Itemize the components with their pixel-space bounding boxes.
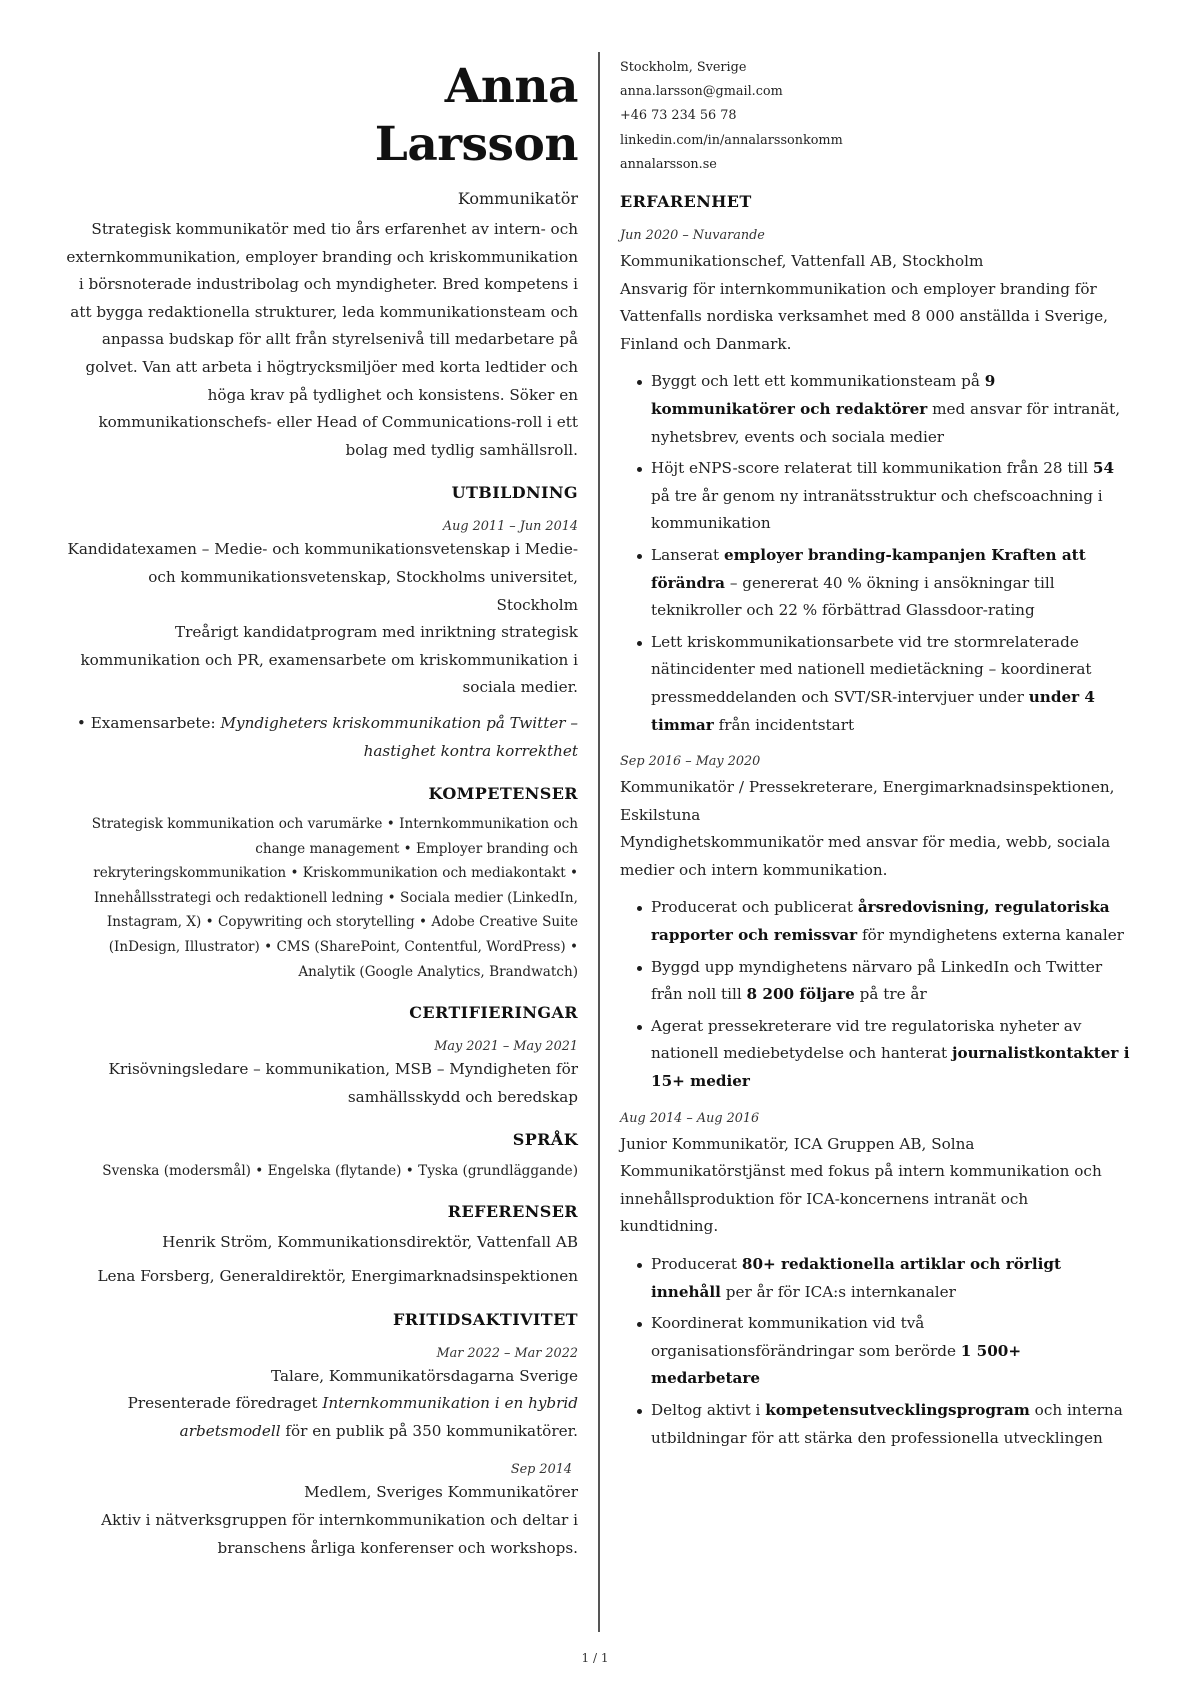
achievement-item bbox=[620, 1310, 1130, 1393]
leisure-date: Sep 2014 bbox=[510, 1462, 572, 1478]
achievement-text: Byggt och lett ett kommunikationsteam på bbox=[651, 372, 985, 391]
job-date: Jun 2020 – Nuvarande bbox=[620, 228, 765, 244]
job-date: Sep 2016 – May 2020 bbox=[620, 754, 761, 770]
achievement-item bbox=[620, 368, 1130, 451]
achievement-highlight: under 4 timmar bbox=[651, 687, 1095, 734]
achievement-text: för myndighetens externa kanaler bbox=[857, 926, 1124, 945]
achievement-text: – genererat 40 % ökning i ansökningar till teknikroller och 22 % förbättrad Glassdoor-rating bbox=[651, 573, 1055, 620]
leisure-desc-text: Presenterade föredraget bbox=[127, 1394, 323, 1413]
education-degree: Kandidatexamen – Medie- och kommunikationsvetenskap i Medie- och kommunikationsvetenskap, Stockholms universitet, Stockholm bbox=[67, 540, 578, 614]
job-role: Junior Kommunikatör, ICA Gruppen AB, Solna bbox=[620, 1134, 975, 1153]
languages-list: Svenska (modersmål) • Engelska (flytande) • Tyska (grundläggande) bbox=[102, 1163, 578, 1180]
job-achievements bbox=[620, 368, 1130, 739]
first-name: Anna bbox=[444, 59, 578, 114]
achievement-text: från incidentstart bbox=[713, 715, 855, 734]
certification-text: Krisövningsledare – kommunikation, MSB – Myndigheten för samhällsskydd och beredskap bbox=[108, 1060, 578, 1106]
reference-item: Lena Forsberg, Generaldirektör, Energimarknadsinspektionen bbox=[97, 1267, 578, 1286]
contact-phone: +46 73 234 56 78 bbox=[620, 108, 737, 124]
achievement-highlight: 1 500+ medarbetare bbox=[651, 1341, 1022, 1388]
left-column bbox=[66, 58, 578, 1562]
languages-heading: SPRÅK bbox=[512, 1130, 578, 1150]
achievement-highlight: journalistkontakter i 15+ medier bbox=[651, 1044, 1130, 1091]
job-description: Myndighetskommunikatör med ansvar för media, webb, sociala medier och intern kommunikation. bbox=[620, 833, 1111, 879]
job-role: Kommunikatör / Pressekreterare, Energimarknadsinspektionen, Eskilstuna bbox=[620, 778, 1115, 824]
job-description: Kommunikatörstjänst med fokus på intern kommunikation och innehållsproduktion för ICA-koncernens intranät och kundtidning. bbox=[620, 1162, 1102, 1236]
experience-entry bbox=[620, 1110, 1130, 1453]
achievement-text: Koordinerat kommunikation vid två organisationsförändringar som berörde bbox=[651, 1314, 961, 1360]
job-achievements bbox=[620, 894, 1130, 1095]
leisure-description bbox=[66, 1390, 578, 1445]
education-description: Treårigt kandidatprogram med inriktning strategisk kommunikation och PR, examensarbete om kriskommunikation i sociala medier. bbox=[80, 623, 578, 697]
achievement-text: Producerat och publicerat bbox=[651, 898, 858, 917]
column-divider bbox=[598, 52, 600, 1632]
achievement-highlight: 8 200 följare bbox=[746, 985, 855, 1004]
achievement-highlight: årsredovisning, regulatoriska rapporter och remissvar bbox=[651, 898, 1110, 945]
achievement-text: Deltog aktivt i bbox=[651, 1400, 766, 1419]
thesis-label: • Examensarbete: bbox=[76, 713, 221, 732]
achievement-text: Producerat bbox=[651, 1255, 742, 1274]
achievement-highlight: 54 bbox=[1092, 459, 1115, 478]
contact-website[interactable]: annalarsson.se bbox=[620, 156, 717, 172]
achievement-text: per år för ICA:s internkanaler bbox=[720, 1282, 956, 1301]
achievement-item bbox=[620, 1013, 1130, 1096]
achievement-text: och interna utbildningar för att stärka den professionella utvecklingen bbox=[651, 1400, 1123, 1447]
leisure-heading: FRITIDSAKTIVITET bbox=[393, 1309, 578, 1329]
certification-date: May 2021 – May 2021 bbox=[434, 1039, 578, 1055]
achievement-item bbox=[620, 954, 1130, 1009]
job-title: Kommunikatör bbox=[457, 189, 578, 208]
experience-entry bbox=[620, 227, 1130, 739]
reference-item: Henrik Ström, Kommunikationsdirektör, Vattenfall AB bbox=[162, 1233, 578, 1252]
contact-email[interactable]: anna.larsson@gmail.com bbox=[620, 84, 783, 100]
job-description: Ansvarig för internkommunikation och employer branding för Vattenfalls nordiska verksamhet med 8 000 anställda i Sverige, Finland och Danmark. bbox=[620, 279, 1108, 353]
achievement-item bbox=[620, 1251, 1130, 1306]
achievement-highlight: 9 kommunikatörer och redaktörer bbox=[651, 372, 996, 418]
right-column bbox=[620, 56, 1130, 1456]
achievement-text: Höjt eNPS-score relaterat till kommunikation från 28 till bbox=[651, 459, 1093, 478]
education-thesis bbox=[66, 710, 578, 765]
references-heading: REFERENSER bbox=[447, 1202, 578, 1222]
experience-heading: ERFARENHET bbox=[620, 192, 752, 212]
certifications-heading: CERTIFIERINGAR bbox=[409, 1003, 578, 1023]
achievement-text: Agerat pressekreterare vid tre regulatoriska nyheter av nationell mediebetydelse och hanterat bbox=[651, 1016, 1082, 1063]
talk-title: Internkommunikation i en hybrid arbetsmodell bbox=[179, 1394, 578, 1440]
achievement-item bbox=[620, 1397, 1130, 1452]
achievement-text: med ansvar för intranät, nyhetsbrev, events och sociala medier bbox=[651, 399, 1121, 446]
contact-location: Stockholm, Sverige bbox=[620, 60, 747, 75]
achievement-text: på tre år genom ny intranätsstruktur och chefscoachning i kommunikation bbox=[651, 486, 1103, 533]
job-role: Kommunikationschef, Vattenfall AB, Stockholm bbox=[620, 252, 984, 271]
achievement-item bbox=[620, 629, 1130, 739]
experience-entry bbox=[620, 753, 1130, 1096]
leisure-description: Aktiv i nätverksgruppen för internkommunikation och deltar i branschens årliga konferenser och workshops. bbox=[101, 1511, 578, 1557]
achievement-item bbox=[620, 894, 1130, 949]
job-achievements bbox=[620, 1251, 1130, 1452]
achievement-highlight: employer branding-kampanjen Kraften att förändra bbox=[651, 545, 1086, 592]
skills-heading: KOMPETENSER bbox=[428, 784, 578, 804]
achievement-text: Lanserat bbox=[651, 545, 724, 564]
leisure-title: Medlem, Sveriges Kommunikatörer bbox=[304, 1483, 578, 1502]
job-date: Aug 2014 – Aug 2016 bbox=[620, 1110, 760, 1126]
achievement-text: Lett kriskommunikationsarbete vid tre stormrelaterade nätincidenter med nationell medietäckning – koordinerat pressmeddelanden och SVT/SR-intervjuer under bbox=[651, 632, 1092, 706]
leisure-desc-text: för en publik på 350 kommunikatörer. bbox=[280, 1421, 578, 1440]
achievement-item bbox=[620, 542, 1130, 625]
achievement-highlight: kompetensutvecklingsprogram bbox=[765, 1400, 1030, 1419]
leisure-title: Talare, Kommunikatörsdagarna Sverige bbox=[271, 1366, 578, 1385]
education-date: Aug 2011 – Jun 2014 bbox=[442, 519, 578, 535]
leisure-date: Mar 2022 – Mar 2022 bbox=[436, 1345, 578, 1361]
page-number: 1 / 1 bbox=[581, 1651, 609, 1665]
contact-linkedin[interactable]: linkedin.com/in/annalarssonkomm bbox=[620, 132, 843, 148]
experience-list bbox=[620, 227, 1130, 1452]
achievement-text: Byggd upp myndighetens närvaro på LinkedIn och Twitter från noll till bbox=[651, 957, 1103, 1004]
skills-list: Strategisk kommunikation och varumärke • Internkommunikation och change management • Employer branding och rekryteringskommunikation • Kriskommunikation och mediakontakt • Innehållsstrategi och redaktionell ledning • Sociala medier (LinkedIn, Instagram, X) • Copywriting och storytelling • Adobe Creative Suite (InDesign, Illustrator) • CMS (SharePoint, Contentful, WordPress) • Analytik (Google Analytics, Brandwatch) bbox=[91, 816, 578, 980]
education-heading: UTBILDNING bbox=[451, 483, 578, 503]
achievement-highlight: 80+ redaktionella artiklar och rörligt innehåll bbox=[651, 1255, 1062, 1301]
achievement-item bbox=[620, 455, 1130, 538]
achievement-text: på tre år bbox=[854, 985, 927, 1004]
last-name: Larsson bbox=[374, 117, 578, 172]
profile-summary: Strategisk kommunikatör med tio års erfarenhet av intern- och externkommunikation, employer branding och kriskommunikation i börsnoterade industribolag och myndigheter. Bred kompetens i att bygga redaktionella strukturer, leda kommunikationsteam och anpassa budskap för allt från styrelsenivå till medarbetare på golvet. Van att arbeta i högtrycksmiljöer med korta ledtider och höga krav på tydlighet och konsistens. Söker en kommunikationschefs- eller Head of Communications-roll i ett bolag med tydlig samhällsroll. bbox=[66, 220, 578, 459]
thesis-title: Myndigheters kriskommunikation på Twitter – hastighet kontra korrekthet bbox=[220, 713, 578, 760]
